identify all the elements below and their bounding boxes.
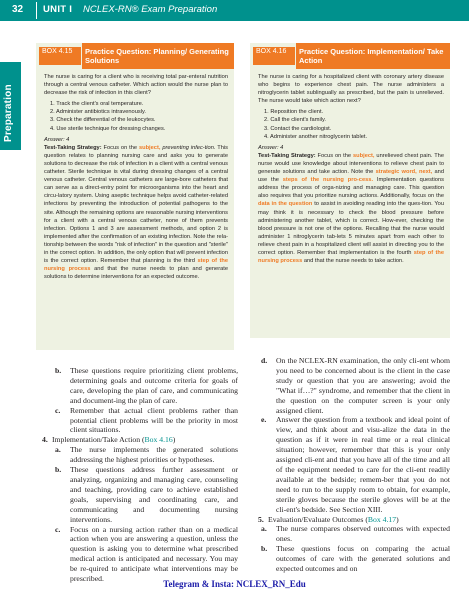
item-text: Answer the question from a textbook and ideal point of view, and think about and visu-alize the data in the question as if it were in real time or a real clinical situation; however, remember that this is your only assigned cli-ent and that you have all of the time and all of the equipment needed to care for the cli-ent readily available at the bedside; remem-ber that you do not need to run to the supply room to obtain, for example, sterile gloves because the sterile gloves will be at the cli-ent's bedside. See Section XIII. xyxy=(276,415,450,514)
list-item-5: 5. Evaluation/Evaluate Outcomes (Box 4.17) xyxy=(258,514,399,524)
list-item-b: b. These questions focus on comparing the actual outcomes of care with the generated solutions and expected outcomes and on xyxy=(261,544,450,574)
option: 2. Administer antibiotics intravenously. xyxy=(50,109,146,116)
item-text: Evaluation/Evaluate Outcomes ( xyxy=(268,514,368,524)
list-item-e: e. Answer the question from a textbook and ideal point of view, and think about and visu-alize the data in the question as if it were in real time or a real clinical situation; however, remember that this is your only assigned cli-ent and that you have all of the time and all of the equipment needed to care for the cli-ent readily available at the bedside; remem-ber that you do not need to run to the supply room to obtain, for example, sterile gloves because the sterile gloves will be at the cli-ent's bedside. See Section XIII. xyxy=(261,415,450,514)
box-4-16 xyxy=(250,43,450,338)
footer-watermark: Telegram & Insta: NCLEX_RN_Edu xyxy=(163,579,306,589)
option: 1. Reposition the client. xyxy=(264,109,324,116)
strategy-label: Test-Taking Strategy: xyxy=(44,144,102,151)
strategy-text: unrelieved chest pain. The nurse would use knowledge about interventions to relieve chest pain to generate solutions and take action. Note the xyxy=(258,152,444,176)
test-taking-strategy xyxy=(258,152,444,265)
item-text: Focus on a nursing action rather than on a medical action when you are answering a question, unless the question is asking you to determine what prescribed medical action is anticipated and necessary. You may be re-quired to anticipate what interventions may be prescribed. xyxy=(70,524,238,584)
left-column xyxy=(42,366,238,584)
item-text: These questions address further assessment or analyzing, organizing and managing care, counseling and teaching, providing care to achieve established goals, supervising and coordinating care, and communicating and documenting nursing interventions. xyxy=(70,465,238,524)
page-number: 32 xyxy=(12,4,24,15)
keyword-subject: subject, xyxy=(353,152,375,159)
option-list xyxy=(258,108,444,140)
question-stem: The nurse is caring for a client who is receiving total par-enteral nutrition through a central venous catheter. Which action would the nurse plan to decrease the risk of infection in this client? xyxy=(44,74,228,97)
option: 4. Use sterile technique for dressing changes. xyxy=(50,125,166,132)
box-reference-link[interactable]: Box 4.16 xyxy=(144,435,173,445)
box-reference-link[interactable]: Box 4.17 xyxy=(367,514,397,524)
list-item-4: 4. Implementation/Take Action (Box 4.16) xyxy=(42,435,176,445)
keyword-data: data in the question xyxy=(258,201,313,208)
question-stem: The nurse is caring for a hospitalized client with coronary artery disease who begins to experience chest pain. The nurse administers a nitroglycerin tablet sublingually as prescribed, but the pain is unrelieved. The nurse would take which action next? xyxy=(258,74,444,105)
test-taking-strategy xyxy=(44,144,228,282)
side-tab-label: Preparation xyxy=(3,84,14,142)
item-text: These questions require prioritizing client problems, determining goals and outcome criteria for goals of care, developing the plan of care, and communicating and document-ing the plan of care. xyxy=(70,366,238,405)
strategy-text: Focus on the xyxy=(101,144,139,151)
answer: Answer: 4 xyxy=(258,144,284,151)
strategy-text: Focus on the xyxy=(315,152,353,159)
list-item-b: b. These questions require prioritizing client problems, determining goals and outcome criteria for goals of care, developing the plan of care, and communicating and document-ing the plan of care. xyxy=(55,366,238,405)
keyword-step: step of the nursing process xyxy=(258,249,444,265)
box-4-16-body xyxy=(250,69,450,271)
strategy-text: to assist in avoiding reading into the ques-tion. You may think it is necessary to check the blood pressure before administering another tablet, which is correct. How-ever, checking the blood pressure is not one of the options. Recalling that the nurse would administer 1 nitroglycerin tab-lets 5 minutes apart from each other to relieve chest pain in a hospitalized client will assist in directing you to the correct option. Remember that implementation is the fourth xyxy=(258,201,445,256)
item-text: The nurse compares observed outcomes with expected ones. xyxy=(276,524,450,544)
box-4-15 xyxy=(36,43,234,350)
strategy-text: and that the nurse needs to take action. xyxy=(302,258,404,265)
box-title: Practice Question: Planning/ Generating Solutions xyxy=(85,47,229,65)
answer: Answer: 4 xyxy=(44,136,70,143)
item-text: The nurse implements the generated solutions addressing the highest priorities or hypotheses. xyxy=(70,445,238,465)
strategy-text: preventing infec-tion. xyxy=(160,144,216,151)
box-4-15-body xyxy=(36,69,234,287)
strategy-text: This question relates to planning nursing care and asks you to generate solutions to decrease the risk of infection in a client with a central venous catheter. Sterile technique is vital during dressing changes of a central venous catheter. Central venous catheters are large-bore catheters that can serve as a direct-entry point for microorganisms into the heart and circu-latory system. Using aseptic technique helps avoid catheter-related infections by preventing the introduction of potential pathogens to the site. Although the remaining options are reasonable nursing interventions for a client with a central venous catheter, none of them prevents infection. Options 1 and 3 are assessment methods, and option 2 is implemented after the confirmation of an existing infection. Note the rela-tionship between the words "risk of infection" in the question and "sterile" in the correct option. In addition, the only option that will prevent infection is the correct option. Remember that planning is the third xyxy=(44,144,228,265)
list-item-a: a. The nurse compares observed outcomes with expected ones. xyxy=(261,524,450,544)
keyword-steps: steps of the nursing pro-cess. xyxy=(282,177,374,184)
option-list xyxy=(44,100,228,132)
option: 3. Contact the cardiologist. xyxy=(264,125,332,132)
box-4-15-header xyxy=(36,43,234,69)
option: 3. Check the differential of the leukocytes. xyxy=(50,117,156,124)
item-text: On the NCLEX-RN examination, the only cli-ent whom you need to be concerned about is the client in the case study or question that you are answering; avoid the "What if…?" syndrome, and remember that the client in the question on the computer screen is your only assigned client. xyxy=(276,356,450,415)
unit-label: UNIT I xyxy=(43,4,73,15)
box-number: BOX 4.15 xyxy=(39,47,81,65)
box-title: Practice Question: Implementation/ Take Action xyxy=(299,47,444,65)
book-title: NCLEX-RN® Exam Preparation xyxy=(83,4,218,15)
item-text: These questions focus on comparing the actual outcomes of care with the generated solutions and expected outcomes and on xyxy=(276,544,450,574)
option: 4. Administer another nitroglycerin tablet. xyxy=(264,133,368,140)
box-4-16-header xyxy=(250,43,450,69)
list-item-c: c. Remember that actual client problems rather than potential client problems will be the priority in most client situations. xyxy=(55,405,238,435)
strategy-text: Implementation questions address the process of orga-nizing and managing care. This question also requires that you prioritize nursing actions. Additionally, focus on the xyxy=(258,177,444,200)
header-divider xyxy=(36,2,37,19)
keyword-strategic-word: strategic word, next, xyxy=(375,169,433,176)
option: 1. Track the client's oral temperature. xyxy=(50,101,144,108)
item-text: Implementation/Take Action ( xyxy=(52,435,145,445)
side-tab xyxy=(0,62,21,150)
strategy-text: and that the nurse needs to plan and generate solutions to determine interventions for an expected outcome. xyxy=(44,266,229,281)
list-item-b: b. These questions address further assessment or analyzing, organizing and managing care, counseling and teaching, providing care to achieve established goals, supervising and coordinating care, and communicating and documenting nursing interventions. xyxy=(55,465,238,524)
keyword-subject: subject, xyxy=(138,144,161,151)
strategy-label: Test-Taking Strategy: xyxy=(258,152,316,159)
keyword-step: step of the nursing process xyxy=(44,258,228,273)
box-number: BOX 4.16 xyxy=(253,47,295,65)
running-header xyxy=(0,0,469,21)
list-item-a: a. The nurse implements the generated solutions addressing the highest priorities or hypotheses. xyxy=(55,445,238,465)
item-text: Remember that actual client problems rather than potential client problems will be the priority in most client situations. xyxy=(70,405,238,435)
list-item-d: d. On the NCLEX-RN examination, the only cli-ent whom you need to be concerned about is the client in the case study or question that you are answering; avoid the "What if…?" syndrome, and remember that the client in the question on the computer screen is your only assigned client. xyxy=(261,356,450,415)
option: 2. Call the client's family. xyxy=(264,117,326,124)
list-item-c: c. Focus on a nursing action rather than on a medical action when you are answering a question, unless the question is asking you to determine what prescribed medical action is anticipated and necessary. You may be re-quired to anticipate what interventions may be prescribed. xyxy=(55,524,238,584)
right-column xyxy=(258,356,450,574)
strategy-text: and use the xyxy=(258,169,444,184)
